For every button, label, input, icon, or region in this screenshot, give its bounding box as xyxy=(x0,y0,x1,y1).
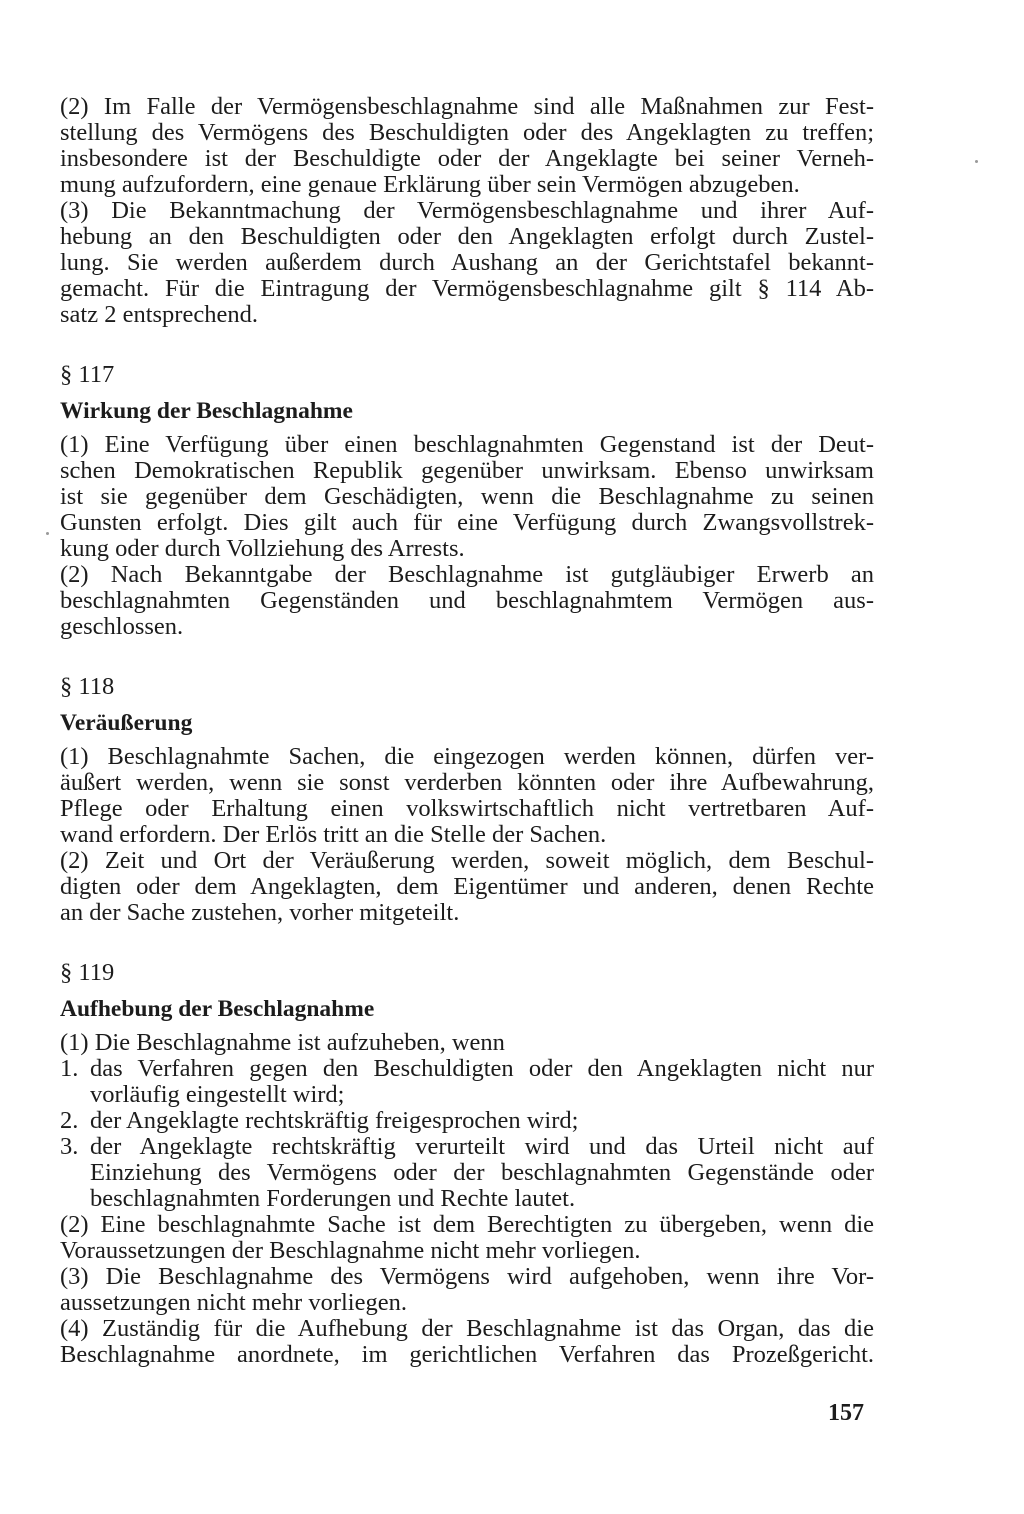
text-line: wand erfordern. Der Erlös tritt an die Stelle der Sachen. xyxy=(60,821,607,848)
text-line: der Angeklagte rechtskräftig verurteilt wird und das Urteil nicht auf xyxy=(90,1133,874,1160)
text-line: mung aufzufordern, eine genaue Erklärung über sein Vermögen abzugeben. xyxy=(60,171,800,198)
text-line: gemacht. Für die Eintragung der Vermögensbeschlagnahme gilt § 114 Ab- xyxy=(60,275,874,302)
text-line: Gunsten erfolgt. Dies gilt auch für eine Verfügung durch Zwangsvollstrek- xyxy=(60,509,874,536)
text-line: (3) Die Bekanntmachung der Vermögensbeschlagnahme und ihrer Auf- xyxy=(60,197,874,224)
text-line: beschlagnahmten Gegenständen und beschlagnahmtem Vermögen aus- xyxy=(60,587,874,614)
list-number: 1. xyxy=(60,1055,79,1082)
text-line: kung oder durch Vollziehung des Arrests. xyxy=(60,535,465,562)
text-line: das Verfahren gegen den Beschuldigten oder den Angeklagten nicht nur xyxy=(90,1055,874,1082)
text-line: Voraussetzungen der Beschlagnahme nicht mehr vorliegen. xyxy=(60,1237,641,1264)
text-line: (1) Beschlagnahmte Sachen, die eingezogen werden können, dürfen ver- xyxy=(60,743,874,770)
text-line: (1) Eine Verfügung über einen beschlagnahmten Gegenstand ist der Deut- xyxy=(60,431,874,458)
intro-text xyxy=(60,94,874,328)
section-title: Aufhebung der Beschlagnahme xyxy=(60,996,375,1022)
text-line: (2) Eine beschlagnahmte Sache ist dem Berechtigten zu übergeben, wenn die xyxy=(60,1211,874,1238)
text-line: (2) Im Falle der Vermögensbeschlagnahme sind alle Maßnahmen zur Fest- xyxy=(60,93,874,120)
section-number: § 119 xyxy=(60,959,115,986)
page-number: 157 xyxy=(828,1400,864,1426)
section-number: § 117 xyxy=(60,361,115,388)
text-line: Beschlagnahme anordnete, im gerichtlichen Verfahren das Prozeßgericht. xyxy=(60,1341,874,1368)
section-119 xyxy=(60,960,874,1368)
section-117 xyxy=(60,362,874,640)
section-title: Veräußerung xyxy=(60,710,193,736)
list-item xyxy=(60,1134,874,1212)
text-line: (2) Zeit und Ort der Veräußerung werden, soweit möglich, dem Beschul- xyxy=(60,847,874,874)
text-line: ist sie gegenüber dem Geschädigten, wenn die Beschlagnahme zu seinen xyxy=(60,483,874,510)
section-title: Wirkung der Beschlagnahme xyxy=(60,398,353,424)
text-line: digten oder dem Angeklagten, dem Eigentümer und anderen, denen Rechte xyxy=(60,873,874,900)
list-item xyxy=(60,1108,874,1134)
section-number: § 118 xyxy=(60,673,115,700)
text-line: der Angeklagte rechtskräftig freigesprochen wird; xyxy=(90,1107,579,1134)
list-number: 2. xyxy=(60,1107,79,1134)
scan-speck xyxy=(975,160,978,163)
list-number: 3. xyxy=(60,1133,79,1160)
text-line: schen Demokratischen Republik gegenüber unwirksam. Ebenso unwirksam xyxy=(60,457,874,484)
list-item xyxy=(60,1056,874,1108)
text-line: satz 2 entsprechend. xyxy=(60,301,258,328)
text-line: geschlossen. xyxy=(60,613,184,640)
text-line: aussetzungen nicht mehr vorliegen. xyxy=(60,1289,407,1316)
text-line: hebung an den Beschuldigten oder den Angeklagten erfolgt durch Zustel- xyxy=(60,223,874,250)
text-line: (1) Die Beschlagnahme ist aufzuheben, wenn xyxy=(60,1029,505,1056)
text-line: äußert werden, wenn sie sonst verderben könnten oder ihre Aufbewahrung, xyxy=(60,769,874,796)
text-line: lung. Sie werden außerdem durch Aushang an der Gerichtstafel bekannt- xyxy=(60,249,874,276)
text-line: (3) Die Beschlagnahme des Vermögens wird aufgehoben, wenn ihre Vor- xyxy=(60,1263,874,1290)
text-line: (2) Nach Bekanntgabe der Beschlagnahme ist gutgläubiger Erwerb an xyxy=(60,561,874,588)
text-line: (4) Zuständig für die Aufhebung der Beschlagnahme ist das Organ, das die xyxy=(60,1315,874,1342)
text-line: beschlagnahmten Forderungen und Rechte lautet. xyxy=(90,1185,576,1212)
section-118 xyxy=(60,674,874,926)
scan-speck xyxy=(46,532,49,535)
page-body xyxy=(60,94,874,1368)
text-line: Einziehung des Vermögens oder der beschlagnahmten Gegenstände oder xyxy=(90,1159,874,1186)
text-line: Pflege oder Erhaltung einen volkswirtschaftlich nicht vertretbaren Auf- xyxy=(60,795,874,822)
text-line: vorläufig eingestellt wird; xyxy=(90,1081,345,1108)
text-line: insbesondere ist der Beschuldigte oder der Angeklagte bei seiner Verneh- xyxy=(60,145,874,172)
text-line: an der Sache zustehen, vorher mitgeteilt. xyxy=(60,899,460,926)
text-line: stellung des Vermögens des Beschuldigten oder des Angeklagten zu treffen; xyxy=(60,119,874,146)
